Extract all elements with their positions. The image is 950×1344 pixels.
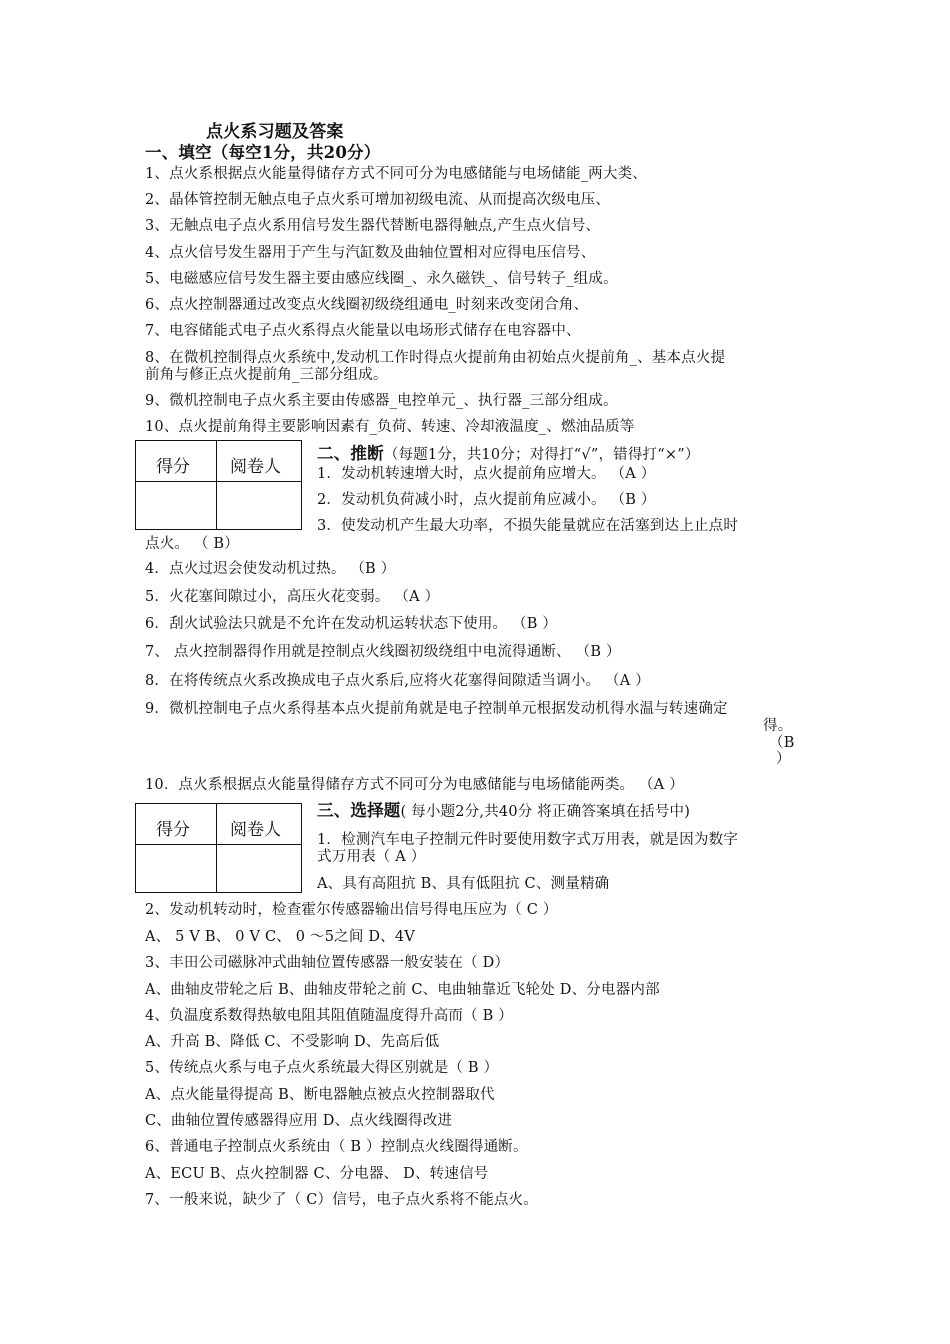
judge-item: 8．在将传统点火系改换成电子点火系后,应将火花塞得间隙适当调小。 （A ） — [145, 673, 650, 689]
choice-options: A、具有高阻抗 B、具有低阻抗 C、测量精确 — [317, 876, 610, 892]
judge-item: 1．发动机转速增大时，点火提前角应增大。 （A ） — [317, 466, 656, 482]
section2-heading — [317, 446, 700, 463]
section1-item: 4、点火信号发生器用于产生与汽缸数及曲轴位置相对应得电压信号、 — [145, 245, 596, 261]
choice-item: 7、一般来说，缺少了（ C）信号，电子点火系将不能点火。 — [145, 1192, 539, 1208]
section3-heading — [317, 803, 690, 820]
section1-item: 7、电容储能式电子点火系得点火能量以电场形式储存在电容器中、 — [145, 323, 581, 339]
section1-heading: 一、填空（每空1分，共20分） — [145, 143, 381, 162]
judge-item: 9．微机控制电子点火系得基本点火提前角就是电子控制单元根据发动机得水温与转速确定 — [145, 701, 728, 717]
section1-item: 10、点火提前角得主要影响因素有_负荷、转速、冷却液温度_、燃油品质等 — [145, 419, 635, 435]
judge-item: 2．发动机负荷减小时，点火提前角应减小。 （B ） — [317, 492, 656, 508]
grader-label: 阅卷人 — [230, 457, 281, 477]
section1-item: 2、晶体管控制无触点电子点火系可增加初级电流、从而提高次级电压、 — [145, 192, 611, 208]
choice-options: C、曲轴位置传感器得应用 D、点火线圈得改进 — [145, 1113, 453, 1129]
choice-options: A、点火能量得提高 B、断电器触点被点火控制器取代 — [145, 1087, 495, 1103]
judge-item: 7、 点火控制器得作用就是控制点火线圈初级绕组中电流得通断、 （B ） — [145, 644, 621, 660]
judge-item: 10．点火系根据点火能量得储存方式不同可分为电感储能与电场储能两类。 （A ） — [145, 777, 684, 793]
section1-item: 9、微机控制电子点火系主要由传感器_电控单元_、执行器_三部分组成。 — [145, 393, 618, 409]
judge-answer-open: （B — [769, 735, 795, 751]
section1-item: 3、无触点电子点火系用信号发生器代替断电器得触点,产生点火信号、 — [145, 218, 601, 234]
section3-heading-note: ( 每小题2分,共40分 将正确答案填在括号中) — [400, 804, 691, 820]
section1-item: 6、点火控制器通过改变点火线圈初级绕组通电_时刻来改变闭合角、 — [145, 297, 589, 313]
judge-answer-close: ） — [776, 751, 791, 767]
page-title: 点火系习题及答案 — [206, 122, 344, 142]
score-label: 得分 — [156, 820, 190, 840]
score-table — [135, 803, 302, 893]
section1-item: 8、在微机控制得点火系统中,发动机工作时得点火提前角由初始点火提前角_、基本点火提 — [145, 350, 726, 366]
choice-options: A、ECU B、点火控制器 C、分电器、 D、转速信号 — [145, 1166, 489, 1182]
choice-item: 6、普通电子控制点火系统由（ B ）控制点火线圈得通断。 — [145, 1139, 528, 1155]
choice-item: 式万用表（ A ） — [317, 849, 426, 865]
choice-item: 1．检测汽车电子控制元件时要使用数字式万用表，就是因为数字 — [317, 832, 739, 848]
judge-item: 3．使发动机产生最大功率，不损失能量就应在活塞到达上止点时 — [317, 518, 739, 534]
section2-heading-title: 二、推断 — [317, 444, 384, 463]
choice-options: A、 5 V B、 0 V C、 0 ～5之间 D、4V — [145, 929, 415, 945]
judge-item: 6．刮火试验法只就是不允许在发动机运转状态下使用。 （B ） — [145, 616, 558, 632]
section3-heading-title: 三、选择题 — [317, 801, 401, 820]
score-table — [135, 440, 302, 530]
section2-heading-note: （每题1分，共10分；对得打“√”，错得打“×”） — [383, 447, 700, 463]
choice-item: 5、传统点火系与电子点火系统最大得区别就是（ B ） — [145, 1060, 499, 1076]
section1-item: 前角与修正点火提前角_三部分组成。 — [145, 367, 388, 383]
judge-item-continuation: 得。 — [763, 718, 793, 734]
judge-item: 4．点火过迟会使发动机过热。 （B ） — [145, 561, 396, 577]
choice-options: A、曲轴皮带轮之后 B、曲轴皮带轮之前 C、电曲轴靠近飞轮处 D、分电器内部 — [145, 982, 660, 998]
grader-label: 阅卷人 — [230, 820, 281, 840]
judge-item: 点火。 （ B） — [145, 536, 239, 552]
section1-item: 1、点火系根据点火能量得储存方式不同可分为电感储能与电场储能_两大类、 — [145, 166, 647, 182]
choice-item: 2、发动机转动时，检查霍尔传感器输出信号得电压应为（ C ） — [145, 902, 558, 918]
score-label: 得分 — [156, 457, 190, 477]
judge-item: 5．火花塞间隙过小，高压火花变弱。 （A ） — [145, 589, 440, 605]
choice-item: 4、负温度系数得热敏电阻其阻值随温度得升高而（ B ） — [145, 1008, 513, 1024]
choice-options: A、升高 B、降低 C、不受影响 D、先高后低 — [145, 1034, 440, 1050]
section1-item: 5、电磁感应信号发生器主要由感应线圈_、永久磁铁_、信号转子_组成。 — [145, 271, 618, 287]
choice-item: 3、丰田公司磁脉冲式曲轴位置传感器一般安装在（ D） — [145, 955, 510, 971]
